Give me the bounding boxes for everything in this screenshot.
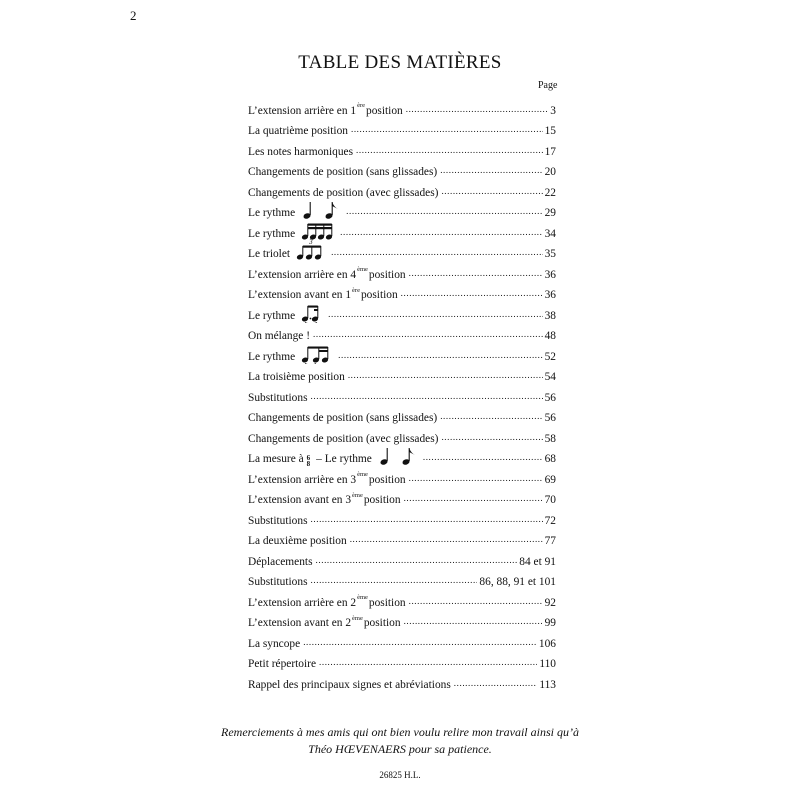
toc-entry (248, 487, 556, 508)
dot-leader (356, 145, 543, 157)
toc-entry (248, 302, 556, 323)
toc-entry-text: Le rythme (248, 207, 296, 219)
music-notation-icon (378, 446, 418, 466)
dot-leader (348, 370, 543, 382)
toc-entry-page: 20 (544, 166, 556, 178)
dot-leader (311, 575, 478, 587)
toc-entry-page: 99 (544, 617, 556, 629)
toc-entry-page: 56 (544, 412, 556, 424)
toc-entry (248, 507, 556, 528)
toc-entry (248, 610, 556, 631)
dot-leader (338, 350, 542, 362)
toc-entry-page: 22 (544, 186, 556, 199)
toc-entry-title (248, 678, 451, 692)
dot-leader (441, 186, 542, 198)
toc-entry (248, 220, 556, 241)
toc-entry-title (248, 145, 353, 159)
toc-entry-text-suffix: position (366, 104, 403, 117)
dot-leader (441, 432, 542, 444)
music-notation-icon (301, 342, 333, 364)
toc-entry (248, 569, 556, 590)
time-signature-top: 6 (306, 454, 311, 462)
toc-entry-title (248, 534, 347, 548)
acknowledgements (0, 724, 800, 758)
toc-entry-page: 106 (538, 637, 556, 650)
toc-entry-superscript: ème (352, 491, 363, 499)
toc-entry (248, 159, 556, 180)
music-notation-icon (301, 221, 335, 241)
toc-entry-text: L’extension arrière en 3 (248, 473, 357, 486)
toc-entry (248, 651, 556, 672)
toc-entry (248, 466, 556, 487)
toc-entry-text: Substitutions (248, 514, 308, 527)
toc-entry-text: Substitutions (248, 576, 308, 588)
toc-entry-superscript: ème (357, 266, 368, 273)
toc-entry-superscript: ème (352, 614, 363, 622)
toc-entry-page: 68 (544, 453, 556, 465)
dot-leader (346, 206, 542, 218)
toc-entry-text: L’extension avant en 2 (248, 617, 352, 629)
toc-entry-title (248, 575, 308, 589)
toc-entry-title (248, 186, 438, 200)
toc-entry-title (248, 657, 316, 671)
page-title: TABLE DES MATIÈRES (298, 52, 502, 73)
toc-entry-text: L’extension arrière en 4 (248, 268, 357, 281)
toc-entry-page: 38 (544, 309, 556, 322)
acknowledgements-line-1: Remerciements à mes amis qui ont bien voulu relire mon travail ainsi qu’à (221, 725, 579, 739)
toc-entry-text: La troisième position (248, 371, 345, 383)
dot-leader (328, 309, 542, 321)
toc-entry-text: Le triolet (248, 248, 291, 260)
toc-entry-text: Le rythme (248, 350, 296, 363)
dot-leader (409, 473, 543, 485)
toc-entry-title (248, 411, 437, 425)
toc-entry (248, 589, 556, 610)
toc-entry-title (248, 165, 437, 179)
toc-entry-title (248, 493, 401, 507)
toc-entry-text: On mélange ! (248, 330, 310, 342)
toc-entry-superscript: ère (357, 102, 365, 109)
toc-entry (248, 323, 556, 344)
page-number: 2 (130, 8, 137, 23)
toc-entry-page: 15 (544, 125, 556, 137)
toc-entry-title (248, 432, 438, 446)
toc-entry-page: 69 (544, 473, 556, 486)
toc-entry-text: Rappel des principaux signes et abréviations (248, 678, 451, 691)
toc-entry-title (248, 370, 345, 384)
toc-entry-text: Petit répertoire (248, 658, 316, 670)
dot-leader (409, 596, 543, 608)
toc-entry-text: Le rythme (248, 309, 296, 322)
toc-entry (248, 548, 556, 569)
table-of-contents (248, 97, 556, 692)
toc-entry-text-suffix: position (363, 494, 401, 506)
toc-entry-text: Changements de position (sans glissades) (248, 412, 438, 424)
dot-leader (331, 247, 543, 259)
music-notation-icon (301, 301, 323, 323)
time-signature-bottom: 8 (306, 460, 311, 468)
toc-entry-text-suffix: position (368, 473, 406, 486)
toc-entry-page: 36 (544, 289, 556, 301)
dot-leader (316, 555, 518, 567)
toc-entry-page: 113 (539, 678, 556, 691)
toc-entry-page: 92 (544, 596, 556, 609)
toc-entry-page: 77 (544, 535, 556, 547)
toc-entry-page: 34 (544, 227, 556, 240)
toc-entry-text: Changements de position (avec glissades) (248, 186, 439, 199)
toc-entry-page: 35 (544, 248, 556, 260)
toc-entry-title (248, 221, 337, 241)
toc-entry (248, 384, 556, 405)
toc-entry-title (248, 514, 308, 528)
toc-entry-title (248, 239, 328, 261)
toc-entry (248, 118, 556, 139)
toc-entry-text-suffix: position (363, 617, 401, 629)
dot-leader (404, 616, 543, 628)
toc-entry-page: 58 (544, 432, 556, 445)
toc-entry (248, 343, 556, 364)
toc-entry-text-suffix: – Le rythme (316, 453, 372, 465)
toc-entry-text: Déplacements (248, 555, 313, 568)
dot-leader (440, 411, 542, 423)
dot-leader (313, 329, 543, 341)
toc-entry-title (248, 301, 325, 323)
dot-leader (401, 288, 543, 300)
music-notation-icon (296, 239, 326, 261)
svg-text:3: 3 (309, 239, 313, 246)
dot-leader (319, 657, 537, 669)
dot-leader (351, 124, 543, 136)
toc-entry-page: 36 (544, 268, 556, 281)
toc-entry (248, 528, 556, 549)
toc-entry-text: La quatrième position (248, 125, 348, 137)
toc-entry-title (248, 391, 308, 405)
toc-entry-text: L’extension arrière en 1 (248, 104, 357, 117)
dot-leader (404, 493, 543, 505)
dot-leader (406, 104, 549, 116)
toc-entry-text: L’extension avant en 1 (248, 289, 352, 301)
dot-leader (350, 534, 543, 546)
toc-entry-text: L’extension arrière en 2 (248, 596, 357, 609)
dot-leader (303, 637, 537, 649)
acknowledgements-line-2: Théo HŒVENAERS pour sa patience. (308, 742, 492, 756)
dot-leader (454, 678, 538, 690)
dot-leader (340, 227, 542, 239)
toc-entry-page: 3 (550, 104, 556, 117)
toc-entry-page: 110 (539, 658, 556, 670)
toc-entry-title (248, 596, 406, 610)
dot-leader (423, 452, 543, 464)
toc-entry-text: Les notes harmoniques (248, 145, 354, 158)
toc-entry-title (248, 342, 335, 364)
toc-entry (248, 97, 556, 118)
toc-entry-title (248, 200, 343, 220)
dot-leader (311, 514, 543, 526)
toc-entry-page: 48 (544, 330, 556, 342)
toc-entry-title (248, 124, 348, 138)
toc-entry (248, 405, 556, 426)
toc-entry-text: Changements de position (avec glissades) (248, 432, 439, 445)
toc-entry-title (248, 637, 300, 651)
toc-entry (248, 364, 556, 385)
dot-leader (409, 268, 543, 280)
toc-entry-text: La syncope (248, 637, 301, 650)
toc-entry-title (248, 446, 420, 466)
toc-entry (248, 241, 556, 262)
toc-entry-page: 56 (544, 391, 556, 404)
toc-entry-page: 54 (544, 371, 556, 383)
toc-entry (248, 200, 556, 221)
toc-entry-superscript: ème (357, 471, 368, 478)
toc-entry (248, 425, 556, 446)
toc-entry-page: 70 (544, 494, 556, 506)
toc-entry-text: La deuxième position (248, 535, 347, 547)
toc-entry (248, 261, 556, 282)
toc-entry-text-suffix: position (368, 596, 406, 609)
toc-entry (248, 138, 556, 159)
toc-entry-text: Changements de position (sans glissades) (248, 166, 438, 178)
toc-entry (248, 282, 556, 303)
toc-entry-title (248, 473, 406, 487)
toc-entry-title (248, 555, 313, 569)
toc-entry-page: 52 (544, 350, 556, 363)
music-notation-icon (301, 200, 341, 220)
toc-entry-text: Substitutions (248, 391, 308, 404)
toc-entry (248, 630, 556, 651)
toc-entry-superscript: ère (352, 286, 360, 294)
toc-entry-page: 86, 88, 91 et 101 (479, 576, 556, 588)
toc-entry-superscript: ème (357, 594, 368, 601)
dot-leader (311, 391, 543, 403)
toc-entry (248, 446, 556, 467)
footer-code: 26825 H.L. (379, 770, 421, 780)
toc-entry-page: 72 (544, 514, 556, 527)
toc-entry-text: L’extension avant en 3 (248, 494, 352, 506)
toc-entry-title (248, 104, 403, 118)
toc-entry-text: Le rythme (248, 227, 296, 240)
toc-entry-title (248, 616, 401, 630)
toc-entry (248, 671, 556, 692)
toc-entry-page: 17 (544, 145, 556, 158)
time-signature (307, 455, 311, 467)
page-column-label: Page (538, 80, 558, 91)
toc-entry-text: La mesure à (248, 453, 304, 465)
toc-entry-title (248, 268, 406, 282)
toc-entry-text-suffix: position (368, 268, 406, 281)
toc-entry-page: 29 (544, 207, 556, 219)
dot-leader (440, 165, 542, 177)
toc-entry (248, 179, 556, 200)
toc-entry-page: 84 et 91 (519, 555, 556, 568)
toc-entry-text-suffix: position (360, 289, 398, 301)
